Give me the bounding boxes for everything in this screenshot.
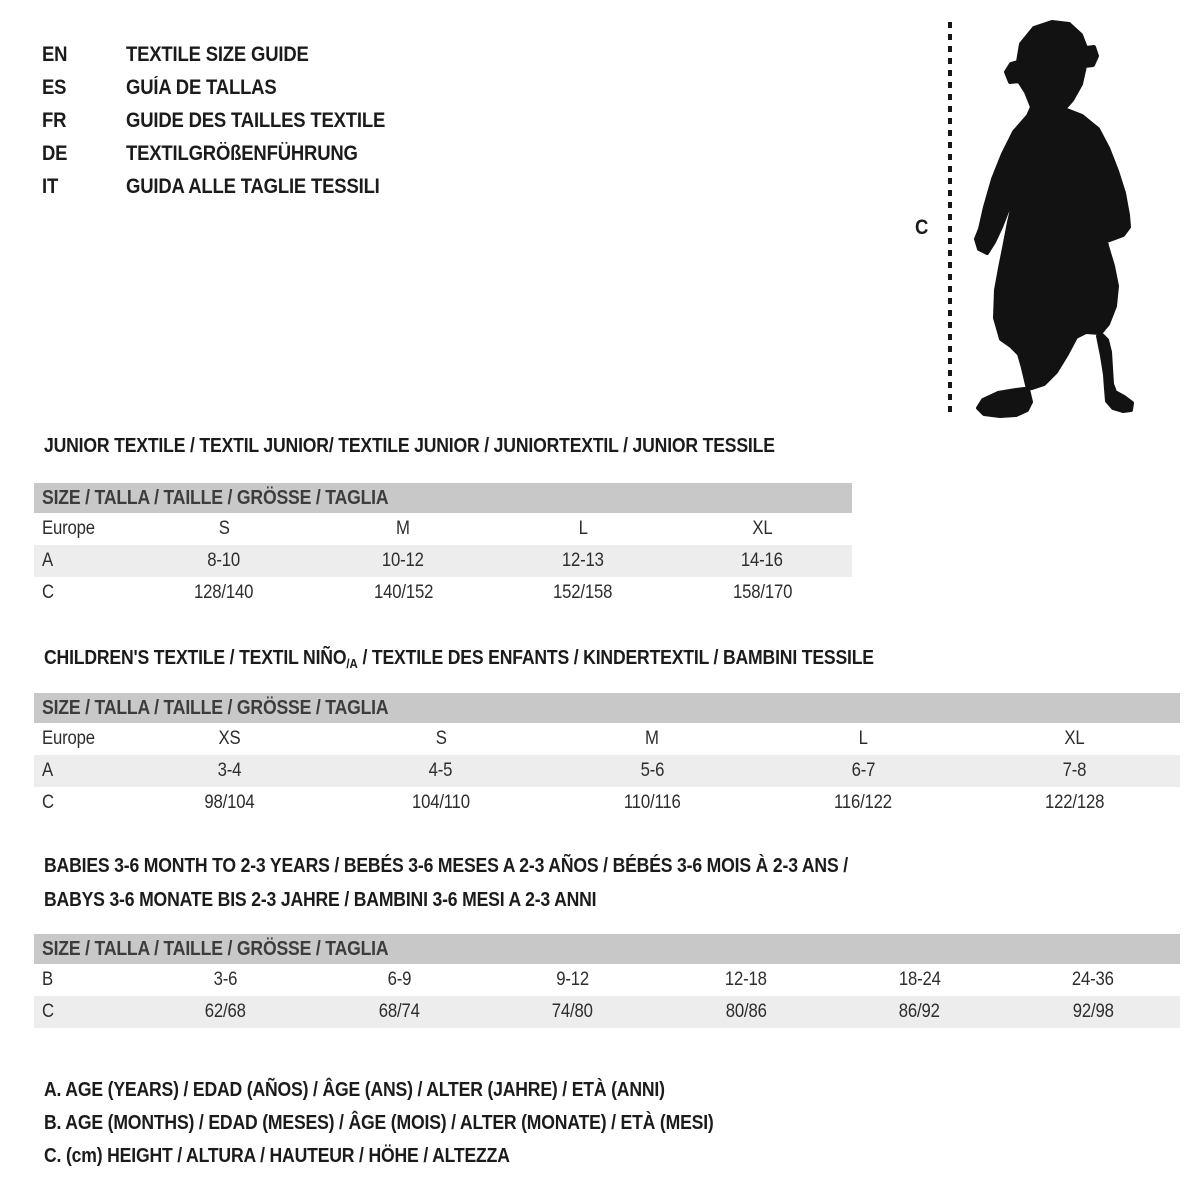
height-cell: 104/110 — [411, 792, 470, 813]
age-cell: 6-7 — [851, 760, 876, 781]
age-cell: 5-6 — [640, 760, 664, 781]
size-cell: S — [218, 518, 230, 539]
table-row-height — [34, 577, 852, 609]
height-cell: 116/122 — [834, 792, 893, 813]
height-cell: 68/74 — [378, 1001, 420, 1022]
row-label: A — [42, 760, 53, 781]
table-row-europe — [34, 513, 852, 545]
height-measure-label: C — [915, 216, 929, 239]
age-cell: 9-12 — [556, 969, 590, 990]
height-cell: 86/92 — [899, 1001, 941, 1022]
size-header-bar — [34, 693, 1180, 723]
age-cell: 10-12 — [382, 550, 425, 571]
language-code: DE — [42, 141, 68, 165]
language-title: GUÍA DE TALLAS — [126, 75, 277, 99]
height-cell: 80/86 — [725, 1001, 767, 1022]
height-cell: 98/104 — [204, 792, 255, 813]
height-cell: 152/158 — [553, 582, 613, 603]
row-label: C — [42, 582, 54, 603]
size-cell: M — [645, 728, 659, 749]
language-row — [42, 104, 420, 137]
legend-line-age-years: A. AGE (YEARS) / EDAD (AÑOS) / ÂGE (ANS) / ALTER (JAHRE) / ETÀ (ANNI) — [44, 1079, 665, 1101]
table-row-age — [34, 545, 852, 577]
size-cell: L — [858, 728, 868, 749]
height-cell: 62/68 — [205, 1001, 247, 1022]
babies-section-title — [44, 849, 958, 917]
age-cell: 4-5 — [428, 760, 453, 781]
babies-section-title-line1: BABIES 3-6 MONTH TO 2-3 YEARS / BEBÉS 3-6 MESES A 2-3 AÑOS / BÉBÉS 3-6 MOIS À 2-3 ANS / — [44, 855, 848, 877]
language-title: TEXTILGRÖßENFÜHRUNG — [126, 141, 358, 165]
language-code: EN — [42, 42, 68, 66]
table-row-age — [34, 755, 1180, 787]
babies-size-table — [34, 934, 1180, 1028]
junior-section-title-text: JUNIOR TEXTILE / TEXTIL JUNIOR/ TEXTILE JUNIOR / JUNIORTEXTIL / JUNIOR TESSILE — [44, 435, 775, 457]
table-row-europe — [34, 723, 1180, 755]
children-size-table — [34, 693, 1180, 819]
size-header-bar — [34, 483, 852, 513]
height-cell: 140/152 — [373, 582, 433, 603]
age-cell: 3-4 — [217, 760, 242, 781]
height-cell: 122/128 — [1044, 792, 1105, 813]
junior-section-title — [44, 434, 874, 458]
size-header-text: SIZE / TALLA / TAILLE / GRÖSSE / TAGLIA — [42, 486, 389, 509]
language-row — [42, 71, 420, 104]
age-cell: 12-13 — [561, 550, 604, 571]
age-cell: 8-10 — [207, 550, 241, 571]
size-header-text: SIZE / TALLA / TAILLE / GRÖSSE / TAGLIA — [42, 937, 389, 960]
row-label: C — [42, 1001, 54, 1022]
language-row — [42, 170, 420, 203]
language-code: FR — [42, 108, 67, 132]
age-cell: 12-18 — [725, 969, 768, 990]
babies-section-title-line2: BABYS 3-6 MONATE BIS 2-3 JAHRE / BAMBINI 3-6 MESI A 2-3 ANNI — [44, 889, 597, 911]
table-row-height — [34, 996, 1180, 1028]
legend-line-age-months: B. AGE (MONTHS) / EDAD (MESES) / ÂGE (MOIS) / ALTER (MONATE) / ETÀ (MESI) — [44, 1112, 714, 1134]
table-row-height — [34, 787, 1180, 819]
row-label: Europe — [42, 728, 95, 749]
junior-size-table — [34, 483, 852, 609]
age-cell: 14-16 — [741, 550, 784, 571]
language-code: ES — [42, 75, 67, 99]
row-label: Europe — [42, 518, 95, 539]
height-cell: 92/98 — [1072, 1001, 1114, 1022]
age-cell: 7-8 — [1062, 760, 1087, 781]
toddler-silhouette — [974, 20, 1152, 418]
height-cell: 158/170 — [732, 582, 792, 603]
size-cell: S — [435, 728, 447, 749]
legend-line-height: C. (cm) HEIGHT / ALTURA / HAUTEUR / HÖHE / ALTEZZA — [44, 1145, 510, 1167]
children-section-title — [44, 646, 987, 676]
height-cell: 128/140 — [194, 582, 254, 603]
language-code: IT — [42, 174, 59, 198]
language-row — [42, 38, 420, 71]
height-measure-dashed-line — [948, 22, 952, 414]
row-label: B — [42, 969, 53, 990]
language-title: GUIDA ALLE TAGLIE TESSILI — [126, 174, 380, 198]
age-cell: 3-6 — [213, 969, 238, 990]
height-cell: 74/80 — [552, 1001, 594, 1022]
size-cell: M — [396, 518, 411, 539]
language-title: TEXTILE SIZE GUIDE — [126, 42, 309, 66]
size-cell: XL — [1064, 728, 1085, 749]
table-row-age-months — [34, 964, 1180, 996]
row-label: A — [42, 550, 53, 571]
language-row — [42, 137, 420, 170]
legend — [44, 1074, 805, 1173]
row-label: C — [42, 792, 54, 813]
height-cell: 110/116 — [623, 792, 681, 813]
size-header-bar — [34, 934, 1180, 964]
age-cell: 24-36 — [1072, 969, 1115, 990]
children-section-title-text: CHILDREN'S TEXTILE / TEXTIL $NIÑO_{/A}$ / TEXTILE DES ENFANTS / KINDERTEXTIL / BAMBINI TESSILE — [44, 647, 874, 671]
size-cell: XL — [752, 518, 773, 539]
size-cell: XS — [218, 728, 241, 749]
language-title: GUIDE DES TAILLES TEXTILE — [126, 108, 386, 132]
language-title-list — [42, 38, 420, 203]
size-cell: L — [578, 518, 588, 539]
size-header-text: SIZE / TALLA / TAILLE / GRÖSSE / TAGLIA — [42, 696, 389, 719]
age-cell: 6-9 — [387, 969, 412, 990]
age-cell: 18-24 — [898, 969, 941, 990]
